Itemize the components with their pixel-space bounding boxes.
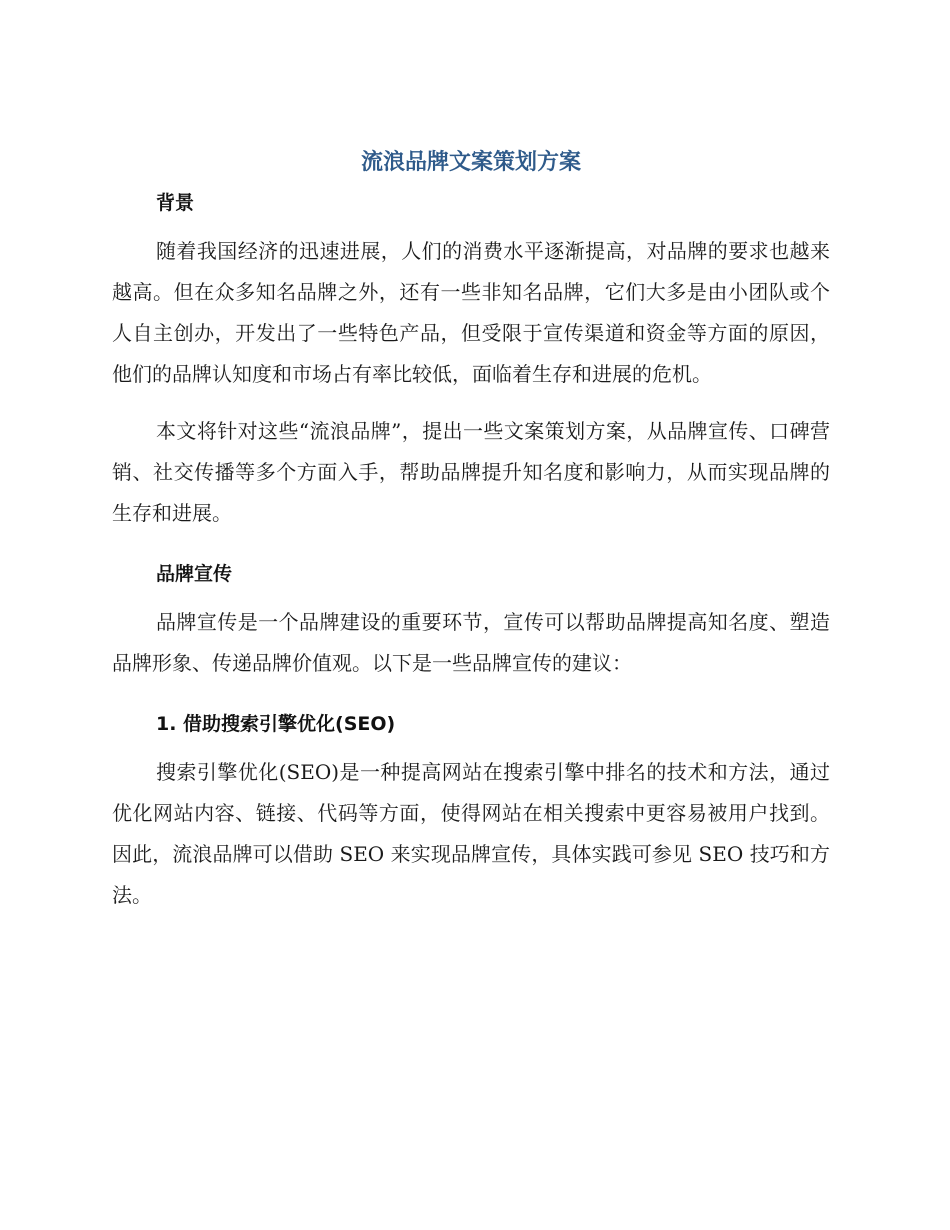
document-body (112, 143, 830, 916)
paragraph-background-1: 随着我国经济的迅速进展，人们的消费水平逐渐提高，对品牌的要求也越来越高。但在众多知名品牌之外，还有一些非知名品牌，它们大多是由小团队或个人自主创办，开发出了一些特色产品，但受限于宣传渠道和资金等方面的原因，他们的品牌认知度和市场占有率比较低，面临着生存和进展的危机。 (112, 239, 830, 386)
section-heading-brand-promotion: 品牌宣传 (156, 563, 233, 585)
section-heading-seo: 1. 借助搜索引擎优化(SEO) (156, 713, 396, 735)
spacer (112, 684, 830, 704)
spacer (112, 395, 830, 411)
document-title: 流浪品牌文案策划方案 (360, 150, 581, 175)
spacer (112, 534, 830, 554)
paragraph-brand-promotion: 品牌宣传是一个品牌建设的重要环节，宣传可以帮助品牌提高知名度、塑造品牌形象、传递品牌价值观。以下是一些品牌宣传的建议： (112, 610, 830, 675)
paragraph-background-2: 本文将针对这些“流浪品牌”，提出一些文案策划方案，从品牌宣传、口碑营销、社交传播等多个方面入手，帮助品牌提升知名度和影响力，从而实现品牌的生存和进展。 (112, 419, 830, 525)
paragraph-seo: 搜索引擎优化(SEO)是一种提高网站在搜索引擎中排名的技术和方法，通过优化网站内容、链接、代码等方面，使得网站在相关搜索中更容易被用户找到。因此，流浪品牌可以借助 SEO 来实现品牌宣传，具体实践可参见 SEO 技巧和方法。 (112, 760, 830, 907)
spacer (112, 744, 830, 752)
spacer (112, 223, 830, 231)
spacer (112, 594, 830, 602)
section-heading-background: 背景 (156, 192, 195, 214)
